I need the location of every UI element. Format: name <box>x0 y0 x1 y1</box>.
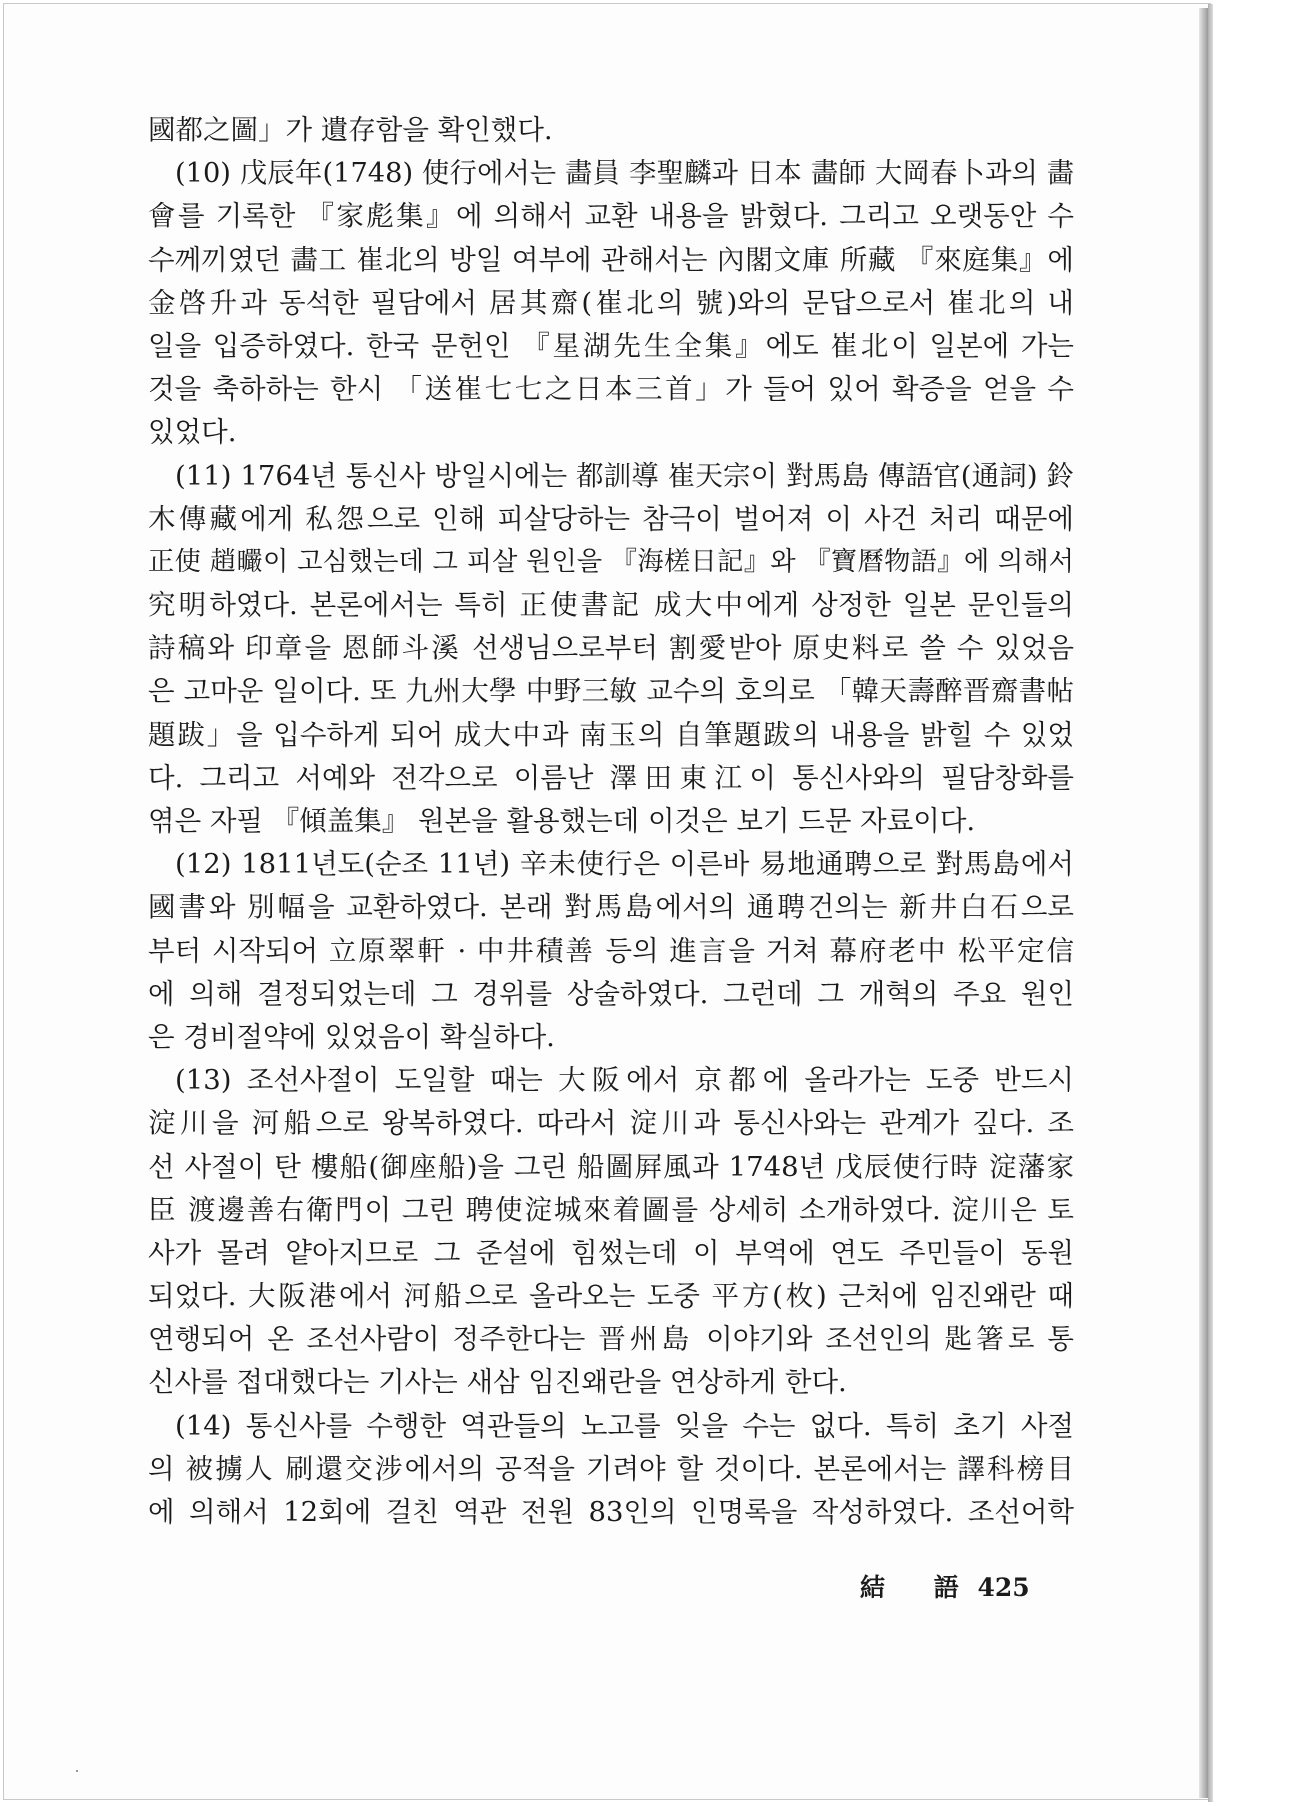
text-line: 木傳藏에게 私怨으로 인해 피살당하는 참극이 벌어져 이 사건 처리 때문에 <box>148 502 1074 535</box>
text-line: (14) 통신사를 수행한 역관들의 노고를 잊을 수는 없다. 특히 초기 사절 <box>175 1409 1074 1442</box>
text-line: (10) 戊辰年(1748) 使行에서는 畵員 李聖麟과 日本 畵師 大岡春卜과의 畵 <box>175 158 1074 190</box>
page-edge-shadow <box>1199 8 1208 1798</box>
text-line: 되었다. 大阪港에서 河船으로 올라오는 도중 平方(枚) 근처에 임진왜란 때 <box>148 1280 1074 1313</box>
text-line: (13) 조선사절이 도일할 때는 大阪에서 京都에 올라가는 도중 반드시 <box>175 1064 1074 1097</box>
text-line: 究明하였다. 본론에서는 특히 正使書記 成大中에게 상정한 일본 문인들의 <box>148 589 1074 622</box>
text-line: 淀川을 河船으로 왕복하였다. 따라서 淀川과 통신사와는 관계가 깊다. 조 <box>148 1107 1074 1140</box>
text-line: 것을 축하하는 한시 「送崔七七之日本三首」가 들어 있어 확증을 얻을 수 <box>148 373 1074 406</box>
text-line: 國書와 別幅을 교환하였다. 본래 對馬島에서의 通聘건의는 新井白石으로 <box>148 891 1074 924</box>
text-line: 會를 기록한 『家彪集』에 의해서 교환 내용을 밝혔다. 그리고 오랫동안 수 <box>148 200 1074 233</box>
text-line: 國都之圖」가 遺存함을 확인했다. <box>148 114 553 146</box>
text-line: 신사를 접대했다는 기사는 새삼 임진왜란을 연상하게 한다. <box>148 1366 847 1399</box>
text-line: 일을 입증하였다. 한국 문헌인 『星湖先生全集』에도 崔北이 일본에 가는 <box>148 329 1074 362</box>
text-line: 부터 시작되어 立原翠軒 · 中井積善 등의 進言을 거쳐 幕府老中 松平定信 <box>148 934 1074 967</box>
text-line: 正使 趙曮이 고심했는데 그 피살 원인을 『海槎日記』와 『寶曆物語』에 의해서 <box>148 546 1074 577</box>
text-line: (12) 1811년도(순조 11년) 辛未使行은 이른바 易地通聘으로 對馬島에서 <box>175 848 1074 881</box>
page-edge-shadow-outer <box>1208 4 1213 1802</box>
text-line: 은 경비절약에 있었음이 확실하다. <box>148 1020 555 1053</box>
text-line: 金啓升과 동석한 필담에서 居其齋(崔北의 號)와의 문답으로서 崔北의 내 <box>148 286 1074 319</box>
text-line: 사가 몰려 얕아지므로 그 준설에 힘썼는데 이 부역에 연도 주민들이 동원 <box>148 1236 1074 1269</box>
text-line: 의 被擄人 刷還交涉에서의 공적을 기려야 할 것이다. 본론에서는 譯科榜目 <box>148 1452 1074 1485</box>
page-number: 425 <box>977 1573 1030 1602</box>
text-line: 은 고마운 일이다. 또 九州大學 中野三敏 교수의 호의로 「韓天壽醉晋齋書帖 <box>148 675 1074 708</box>
text-line: 에 의해서 12회에 걸친 역관 전원 83인의 인명록을 작성하였다. 조선어학 <box>148 1496 1074 1528</box>
page-footer <box>860 1568 1030 1604</box>
text-line: 수께끼였던 畵工 崔北의 방일 여부에 관해서는 內閣文庫 所藏 『來庭集』에 <box>148 243 1074 276</box>
body-text <box>148 109 1074 1534</box>
text-line: 선 사절이 탄 樓船(御座船)을 그린 船圖屛風과 1748년 戊辰使行時 淀藩家 <box>148 1150 1074 1183</box>
text-line: 있었다. <box>148 416 237 449</box>
text-line: 題跋」을 입수하게 되어 成大中과 南玉의 自筆題跋의 내용을 밝힐 수 있었 <box>148 718 1074 751</box>
footer-chapter-char-1: 結 <box>860 1573 886 1602</box>
text-line: (11) 1764년 통신사 방일시에는 都訓導 崔天宗이 對馬島 傳語官(通詞) 鈴 <box>175 459 1074 492</box>
footer-chapter-char-2: 語 <box>933 1573 959 1602</box>
text-line: 에 의해 결정되었는데 그 경위를 상술하였다. 그런데 그 개혁의 주요 원인 <box>148 977 1074 1010</box>
text-line: 연행되어 온 조선사람이 정주한다는 晋州島 이야기와 조선인의 匙箸로 통 <box>148 1323 1074 1356</box>
scan-speck <box>76 1770 78 1772</box>
text-line: 다. 그리고 서예와 전각으로 이름난 澤田東江이 통신사와의 필담창화를 <box>148 761 1074 794</box>
text-line: 엮은 자필 『傾盖集』 원본을 활용했는데 이것은 보기 드문 자료이다. <box>148 805 976 837</box>
text-line: 詩稿와 印章을 恩師斗溪 선생님으로부터 割愛받아 原史料로 쓸 수 있었음 <box>148 632 1074 665</box>
text-line: 臣 渡邊善右衛門이 그린 聘使淀城來着圖를 상세히 소개하였다. 淀川은 토 <box>148 1193 1074 1226</box>
